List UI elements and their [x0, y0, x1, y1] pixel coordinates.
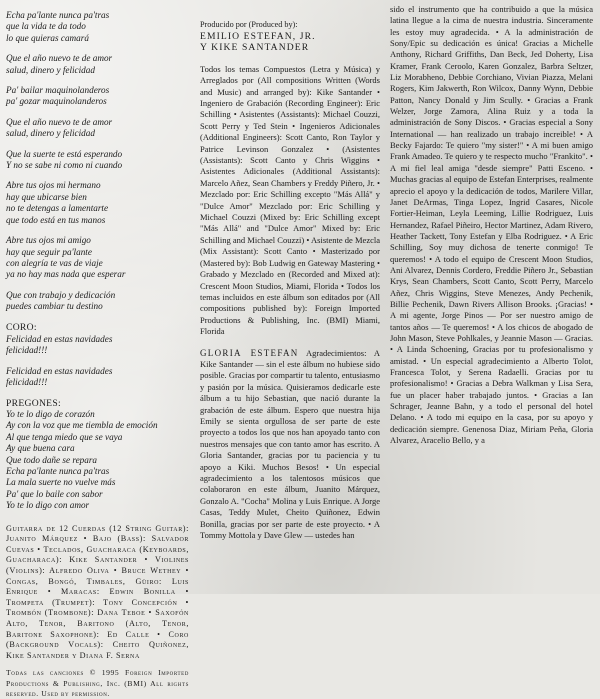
coro-label: CORO: — [6, 321, 37, 333]
producer-line: EMILIO ESTEFAN, JR. — [200, 30, 316, 42]
lyric-line: con alegría te vas de viaje — [6, 257, 103, 268]
thanks-continued — [390, 4, 593, 446]
lyric-line: Que el año nuevo te de amor — [6, 116, 113, 127]
stanza — [6, 10, 189, 44]
lyric-line: felicidad!!! — [6, 345, 48, 356]
thanks-intro: A Kike Santander — sin el este álbum no hubiese sido posible. Gracias por compartir tu talento, entusiasmo y pasión por la música. Quisieramos dedicarle este álbum a tu hijo Sebastian, que nació durante la grabación de este álbum. Espero que nuestra hija Emily se sienta orgullosa de ser parte de este proyecto a todos los que nos han apoyado tanto con nuestros mensajes que con tanto amor has escrito. A Gloria Santander, gracias por tu paciencia y tu apoyo a Kiki. Muchos Besos! • Un especial agradecimiento a los talentosos músicos que colaboraron en este álbum, Juanito Márquez, Gonzalo A. "Cocha" Molina y Luis Enrique. A Jorge Casas, Teddy Mulet, Cheito Quiñonez, Edwin Bonilla, gracias por ser parte de este proyecto. • A Tommy Mottola y Dave Glew — ustedes han — [200, 347, 381, 541]
lyric-line: que todo está en tus manos — [6, 214, 106, 225]
lyrics-stanzas — [6, 10, 189, 313]
lyric-line: Que la suerte te está esperando — [6, 148, 123, 159]
lyric-line: hay que ubicarse bien — [6, 191, 87, 202]
stanza — [6, 53, 189, 76]
coro-stanzas — [6, 334, 189, 389]
pregon-line: Al que tenga miedo que se vaya — [6, 431, 123, 442]
thanks-continued-text: sido el instrumento que ha contribuido a que la música latina llegue a la cima de nuestra industria. Sinceramente les estoy muy agradecida. • A la administración de Sony/Epic su dedicación es única! Gracias a Michelle Anthony, Richard Griffiths, Dan Beck, Jed Doherty, Lisa Kramer, Frank Ceroolo, Karen Gonzalez, Barbra Seltzer, Liz Morabheno, Debbie Corchiano, Vivian Piazza, Melani Rogers, Kim Jakwerth, Ron Wilcox, Danny Wynn, Debbie Patton, Nancy Donald y Jim Scully. • Gracias a Frank Welzer, Jorge Zamora, Alina Ruiz y a toda la administración de Sony Discos. • Gracias especial a Sony International — han realizado un trabajo increible! • A Becky Fajardo: Te quiero "my sister!" • A mi buen amigo Frank Amadeo. Te quiero y te respecto mucho "Frankito". • A mi fiel leal amiga "desde siempre" Patti Esceno. • Muchas gracias al equipo de Estefan Enterprises, realmente aprecio el apoyo y la dedicación de todos, Marilere Villar, Janet DeArmas, Tinga Lopez, Ingrid Casares, Nicole Fortier-Heiman, Leyla Leeming, Lillie Rodriguez, Luis Hernandez, Rafael Piñeiro, Hector Martinez, Adam Rivero, Heather Tackett, Tony Estefan y Elba Rodriguez. • A Eric Schilling, Soy muy dichosa de tenerte conmigo! Te queremos! • A todo el equipo de Crescent Moon Studios, Ani Alvarez, Dennis Cordero, Freddie Piñero Jr., Sebastian Krys, Sean Chambers, Scott Canto, Scott Perry, Marcelo Añez, Chris Wiggins, Steve Menezes, Andy Pechenik, Billie Pechenik, Dawn Rivers Allison Brooks. ¡Gracias! • A mi agente, Jorge Pinos — Por ser nuestro amigo de tantos años — Te queremos! • A los chicos de abogado de John Mason, Steve Pohlkales, y Jeannie Mason — Gracias. • A Linda Schoening, Gracias por tu profesionalismo y amistad. • Un especial agradecimiento a Alberto Tolot, Francesca Tolot, y Serena Radaelli. Gracias por tu profesionalismo! • Gracias a Debra Walkman y Lisa Sera, fue un placer haber trabajado juntos. • Gracias a Ian Schrager, Jeanne Bahn, y a todo el personal del hotel Delano. • A todo mi equipo en la casa, por su apoyo y dedicación siempre. Genenosa Diaz, Miriam Peña, Gloria Alvarez, Aracelio Bello, y a — [390, 4, 593, 446]
thanks-column — [390, 4, 593, 446]
lyric-line: Abre tus ojos mi hermano — [6, 180, 101, 191]
produced-by-header: Producido por (Produced by): — [200, 20, 298, 29]
lyric-line: Y no se sabe ni como ni cuando — [6, 160, 123, 171]
lyric-line: ya no hay mas nada que esperar — [6, 269, 126, 280]
credits-text: Todos los temas Compuestos (Letra y Música) y Arreglados por (All compositions Written (Words and Music) and arranged by): Kike Santander • Ingeniero de Grabación (Recording Engineer): Eric Schilling • Asistentes (Assistants): Michael Couzzi, Scott Perry y Ted Stein • Ingenieros Adicionales (Additional Engineers): Scott Canto, Ron Taylor y Patrice Levinson Gonzalez • (Asistentes (Assistants): Scott Canto y Chris Wiggins • Asistentes Adicionales (Additional Assistants): Marcelo Añez, Sean Chambers y Freddy Piñero, Jr. • Mezclado por: Eric Schilling excepto "Más Allá" y "Dulce Amor" Mezclado por: Eric Schilling y Michael Couzzi (Mixed by: Eric Schilling except "Más Allá" and "Dulce Amor" Mixed by: Eric Schilling and Michael Couzzi) • Asistente de Mezcla (Mix Assistant): Scott Canto • Masterizado por (Mastered by): Bob Ludwig en Gateway Mastering • Grabado y Mezclado en (Recorded and Mixed at): Crescent Moon Studios, Miami, Florida • Todos los temas incluidos en este álbum son editados por (All compositions published by): Foreign Imported Productions & Publishing, Inc. (BMI) Miami, Florida — [200, 63, 380, 337]
lyric-line: que la vida te da todo — [6, 21, 86, 32]
thanks-heading: Agradecimientos: — [306, 347, 367, 358]
pregones-label: PREGONES: — [6, 397, 61, 409]
lyric-line: puedes cambiar tu destino — [6, 301, 103, 312]
lyric-line: Pa' bailar maquinolanderos — [6, 85, 110, 96]
lyric-line: felicidad!!! — [6, 377, 48, 388]
lyric-line: Felicidad en estas navidades — [6, 333, 113, 344]
stanza — [6, 149, 189, 172]
stanza — [6, 290, 189, 313]
stanza — [6, 366, 189, 389]
lyric-line: Echa pa'lante nunca pa'tras — [6, 10, 110, 20]
gloria-name: GLORIA ESTEFAN — [200, 347, 299, 358]
pregon-line: Yo te lo digo con amor — [6, 500, 90, 511]
gloria-thanks — [200, 348, 380, 542]
lyrics-column — [6, 10, 189, 699]
lyric-line: Felicidad en estas navidades — [6, 365, 113, 376]
musician-credits: Guitarra de 12 Cuerdas (12 String Guitar): Juanito Márquez • Bajo (Bass): Salvador Cuevas • Teclados, Guacharaca (Keyboards, Guacharaca): Kike Santander • Violines (Violins): Alfredo Oliva • Bruce Wethey • Congas, Bongó, Timbales, Güiro: Luis Enrique • Maracas: Edwin Bonilla • Trompeta (Trumpet): Tony Concepción • Trombón (Trombone): Dana Teboe • Saxofón Alto, Tenor, Baritono (Alto, Tenor, Baritone Saxophone): Ed Calle • Coro (Background Vocals): Cheito Quiñonez, Kike Santander y Diana F. Serna — [6, 523, 189, 660]
stanza — [6, 85, 189, 108]
copyright-notice: Todas las canciones © 1995 Foreign Imported Productions & Publishing, Inc. (BMI) All rights reserved. Used by permission. — [6, 668, 189, 698]
lyric-line: salud, dinero y felicidad — [6, 128, 95, 139]
lyric-line: Que con trabajo y dedicación — [6, 289, 116, 300]
pregon-line: Que todo dañe se repara — [6, 454, 98, 465]
pregon-line: Echa pa'lante nunca pa'tras — [6, 466, 110, 476]
pregon-line: La mala suerte no vuelve más — [6, 477, 116, 488]
lyric-line: lo que quieras camará — [6, 32, 89, 43]
pregon-line: Yo te lo digo de corazón — [6, 408, 95, 419]
pregon-line: Pa' que lo baile con sabor — [6, 488, 103, 499]
lyric-line: salud, dinero y felicidad — [6, 64, 95, 75]
pregon-line: Ay que buena cara — [6, 443, 75, 454]
lyric-line: pa' gozar maquinolanderos — [6, 96, 107, 107]
producer-line: Y KIKE SANTANDER — [200, 42, 310, 54]
pregon-line: Ay con la voz que me tiembla de emoción — [6, 420, 158, 431]
stanza — [6, 117, 189, 140]
stanza — [6, 334, 189, 357]
lyric-line: Abre tus ojos mi amigo — [6, 235, 91, 246]
stanza — [6, 180, 189, 226]
pregones-lines — [6, 409, 189, 512]
production-credits — [200, 64, 380, 338]
stanza — [6, 235, 189, 281]
lyric-line: no te detengas a lamentarte — [6, 203, 109, 214]
producers — [200, 31, 380, 54]
credits-column — [200, 20, 380, 541]
lyric-line: Que el año nuevo te de amor — [6, 53, 113, 64]
lyric-line: hay que seguir pa'lante — [6, 246, 92, 257]
